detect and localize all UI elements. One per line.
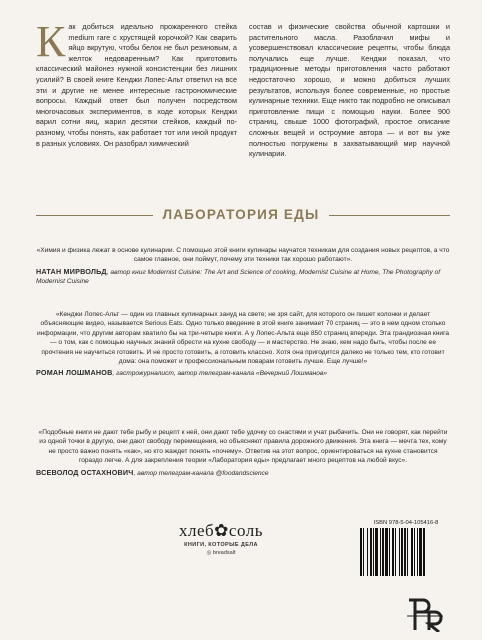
intro-column-1 (36, 17, 237, 160)
intro-column-2: состав и физические свойства обычной картошки и растительного масла. Разоблачил мифы и усовершенствовал классические рецепты, чтобы блюда получались еще лучше. Кенджи показал, что традиционные методы приготовления часто работают недостаточно хорошо, и можно добиться лучших результатов, используя более современные, но простые кулинарные техники. Еще никто так подробно не описывал приготовление пищи с помощью науки. Более 900 страниц, свыше 1000 фотографий, простое описание сложных вещей и остроумие автора — и вот вы уже полностью погружены в захватывающий мир научной кулинарии. (249, 22, 450, 159)
author-name: РОМАН ЛОШМАНОВ (36, 368, 113, 378)
intro-text (36, 17, 450, 160)
author-role: , автор телеграм-канала @foodandscience (133, 469, 269, 477)
publisher-name: хлеб✿соль (179, 521, 263, 540)
quote-text: «Химия и физика лежат в основе кулинарии. С помощью этой книги кулинары научатся техникам для создания новых рецептов, а что самое главное, они поймут, почему эти техники так хорошо работают». (36, 247, 450, 264)
intro-column-1-text: ак добиться идеально прожаренного стейка medium rare с хрустящей корочкой? Как сварить яйцо вкрутую, чтобы белок не был резиновым, а желток недоваренным? Как приготовить классический майонез нужной консистенции без лишних усилий? В своей книге Кенджи Лопес-Альт ответил на все эти и другие не менее интересные гастрономические вопросы. Каждый ответ был получен посредством многочасовых экспериментов, в ходе которых Кенджи варил сотни яиц, жарил десятки стейков, каждый по-разному, чтобы понять, как работает тот или иной продукт в разных условиях. Он разобрал химический (36, 22, 237, 148)
quote-text: «Кенджи Лопес-Альт — один из главных кулинарных зануд на свете; не зря сайт, для которого он пишет колонки и делает объясняющие видео, называется Serious Eats. Одно только введение в этой книге занимает 70 страниц — это в нем одном столько информации, что другим авторам хватило бы на три-четыре книги. А у Лопес-Альта еще 850 страниц впереди. Эта грандиозная книга — о том, как с помощью научных знаний обрести на кухне свободу — и мастерство. Не знаю, кем надо быть, чтобы после ее прочтения не научиться готовить. И не просто готовить, а готовить классно. Хотя она пригодится далеко не только тем, кто готовит дома: она поможет и профессиональным поварам готовить лучше. Еще лучше!» (36, 311, 449, 366)
author-role: , автор книг Modernist Cuisine: The Art and Science of cooking, Modernist Cuisine at Home, The Photography of Modernist Cuisine (36, 268, 441, 285)
instagram-handle: ◎ breadsalt (206, 550, 236, 556)
isbn-block (360, 520, 452, 576)
quote-author (36, 368, 450, 378)
publisher-logo (171, 521, 271, 556)
dropcap: К (36, 17, 66, 66)
section-title (0, 207, 482, 222)
isbn-text: ISBN 978-5-04-105416-8 (373, 520, 439, 526)
barcode-bar (425, 528, 426, 576)
barcode (360, 528, 452, 576)
author-name: ВСЕВОЛОД ОСТАХНОВИЧ (36, 467, 134, 477)
section-title-text: ЛАБОРАТОРИЯ ЕДЫ (153, 207, 330, 222)
pr-logo-icon (405, 598, 445, 632)
quote-2 (36, 310, 450, 378)
publisher-tagline: КНИГИ, КОТОРЫЕ ДЕЛА (184, 542, 258, 548)
quote-author (36, 468, 450, 478)
author-name: НАТАН МИРВОЛЬД (36, 266, 107, 276)
quote-author (36, 267, 450, 286)
quote-3 (36, 428, 450, 478)
quote-text: «Подобные книги не дают тебе рыбу и рецепт к ней, они дают тебе удочку со снастями и учат рыбачить. Они не говорят, как перейти из одной точки в другую, они дают свободу перемещения, но объясняют правила дорожного движения. Эта книга — мечта тех, кому не просто важно понять «как», но кто жаждет понять «почему». Ответив на этот вопрос, ориентироваться на кухне становится гораздо легче. А для закрепления теории «Лаборатория еды» предлагает много рецептов на любой вкус». (38, 429, 448, 465)
author-role: , гастрожурналист, автор телеграм-канала «Вечерний Лошманов» (112, 370, 328, 378)
quote-1 (36, 246, 450, 286)
